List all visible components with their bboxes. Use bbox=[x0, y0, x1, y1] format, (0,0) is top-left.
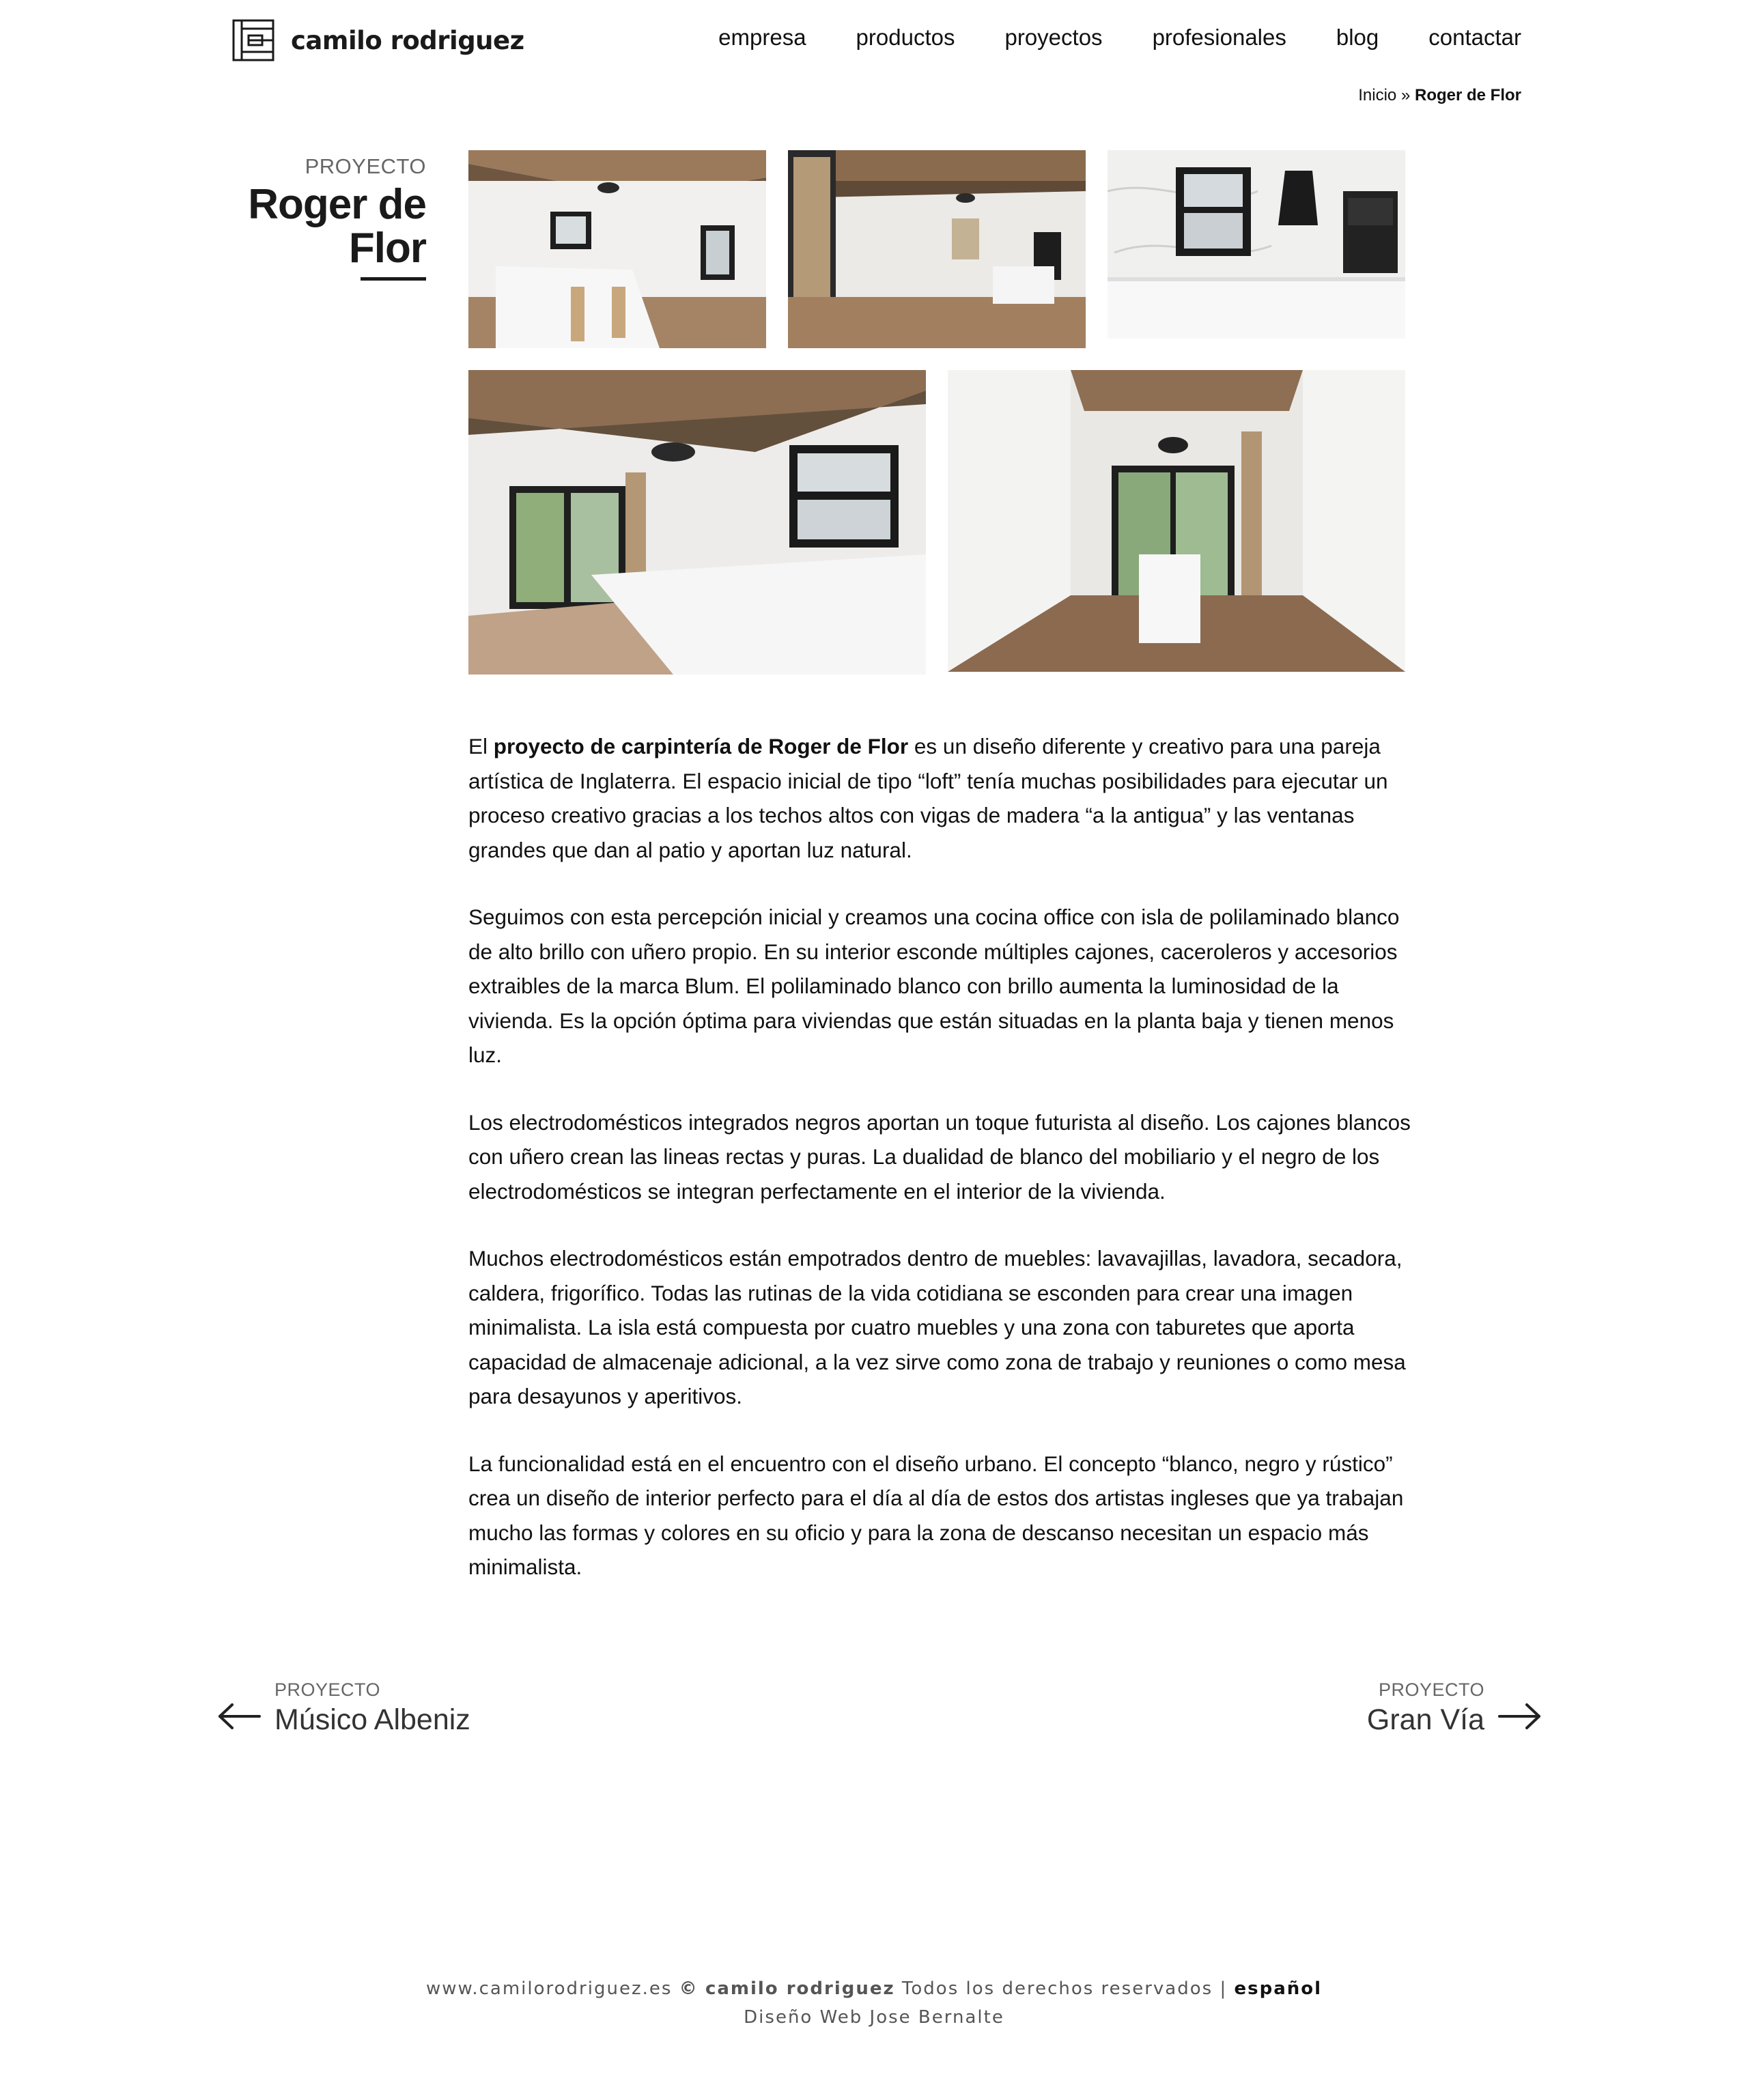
kitchen-photo-icon bbox=[948, 370, 1405, 672]
nav-item-productos[interactable]: productos bbox=[856, 25, 955, 50]
footer-brand: camilo rodriguez bbox=[705, 1978, 895, 1999]
next-kicker: PROYECTO bbox=[1378, 1679, 1484, 1700]
site-footer bbox=[0, 1974, 1748, 2032]
previous-project-link[interactable] bbox=[217, 1679, 470, 1737]
logo-mark-icon bbox=[232, 19, 274, 61]
paragraph-4: Muchos electrodomésticos están empotrados dentro de muebles: lavavajillas, lavadora, secadora, caldera, frigorífico. Todas las rutinas de la vida cotidiana se esconden para crear una imagen minimalista. La isla está compuesta por cuatro muebles y una zona con taburetes que aporta capacidad de almacenaje adicional, a la vez sirve como zona de trabajo y reuniones o como mesa para desayunos y aperitivos. bbox=[468, 1246, 1406, 1408]
project-name-line-1: Roger de bbox=[248, 181, 426, 228]
copyright-symbol: © bbox=[679, 1978, 699, 1999]
next-title: Gran Vía bbox=[1366, 1703, 1484, 1736]
kitchen-photo-icon bbox=[788, 150, 1086, 348]
site-logo[interactable] bbox=[232, 19, 524, 61]
previous-kicker: PROYECTO bbox=[274, 1679, 381, 1700]
title-underline bbox=[361, 277, 426, 281]
gallery-photo-4[interactable] bbox=[468, 370, 926, 675]
project-name-line-2: Flor bbox=[348, 225, 426, 272]
next-project-link[interactable] bbox=[1367, 1679, 1542, 1737]
gallery-photo-5[interactable] bbox=[948, 370, 1405, 672]
main-nav bbox=[718, 25, 1521, 51]
breadcrumb bbox=[1358, 86, 1521, 105]
project-description bbox=[468, 729, 1411, 1617]
breadcrumb-home[interactable]: Inicio bbox=[1358, 86, 1397, 104]
footer-credit[interactable]: Diseño Web Jose Bernalte bbox=[744, 2007, 1004, 2028]
arrow-left-icon bbox=[217, 1703, 261, 1730]
highlighted-phrase: proyecto de carpintería de Roger de Flor bbox=[493, 734, 909, 758]
footer-separator: | bbox=[1220, 1978, 1228, 1999]
project-title-block bbox=[153, 154, 426, 281]
gallery-photo-1[interactable] bbox=[468, 150, 766, 348]
footer-rights: Todos los derechos reservados bbox=[901, 1978, 1213, 1999]
breadcrumb-current: Roger de Flor bbox=[1414, 86, 1521, 104]
paragraph-3: Los electrodomésticos integrados negros aportan un toque futurista al diseño. Los cajones blancos con uñero crean las lineas rectas y puras. La dualidad de blanco del mobiliario y el negro de los electrodomésticos se integran perfectamente en el interior de la vivienda. bbox=[468, 1109, 1411, 1204]
footer-site-link[interactable]: www.camilorodriguez.es bbox=[425, 1978, 673, 1999]
nav-item-profesionales[interactable]: profesionales bbox=[1152, 25, 1286, 50]
gallery-photo-2[interactable] bbox=[788, 150, 1086, 348]
language-selector[interactable]: español bbox=[1234, 1978, 1323, 1999]
nav-item-contactar[interactable]: contactar bbox=[1428, 25, 1521, 50]
nav-item-proyectos[interactable]: proyectos bbox=[1004, 25, 1103, 50]
nav-item-blog[interactable]: blog bbox=[1336, 25, 1379, 50]
nav-item-empresa[interactable]: empresa bbox=[718, 25, 806, 50]
arrow-right-icon bbox=[1498, 1703, 1542, 1730]
paragraph-1: El proyecto de carpintería de Roger de Flor es un diseño diferente y creativo para una pareja artística de Inglaterra. El espacio inicial de tipo “loft” tenía muchas posibilidades para ejecutar un proceso creativo gracias a los techos altos con vigas de madera “a la antigua” y las ventanas grandes que dan al patio y aportan luz natural. bbox=[468, 734, 1388, 862]
footer-line-1 bbox=[0, 1974, 1748, 2003]
logo-text: camilo rodriguez bbox=[291, 25, 524, 55]
gallery-photo-3[interactable] bbox=[1108, 150, 1405, 339]
project-kicker: PROYECTO bbox=[305, 154, 426, 178]
kitchen-photo-icon bbox=[468, 150, 766, 348]
paragraph-2: Seguimos con esta percepción inicial y creamos una cocina office con isla de polilaminado blanco de alto brillo con uñero propio. En su interior esconde múltiples cajones, caceroleros y accesorios extraibles de la marca Blum. El polilaminado blanco con brillo aumenta la luminosidad de la vivienda. Es la opción óptima para viviendas que están situadas en la planta baja y tienen menos luz. bbox=[468, 905, 1400, 1067]
previous-title: Músico Albeniz bbox=[274, 1703, 470, 1736]
project-name bbox=[153, 183, 426, 270]
paragraph-5: La funcionalidad está en el encuentro con el diseño urbano. El concepto “blanco, negro y rústico” crea un diseño de interior perfecto para el día al día de estos dos artistas ingleses que ya trabajan mucho las formas y colores en su oficio y para la zona de descanso necesitan un espacio más minimalista. bbox=[468, 1451, 1404, 1579]
kitchen-photo-icon bbox=[1108, 150, 1405, 339]
kitchen-photo-icon bbox=[468, 370, 926, 675]
breadcrumb-separator: » bbox=[1400, 86, 1411, 104]
